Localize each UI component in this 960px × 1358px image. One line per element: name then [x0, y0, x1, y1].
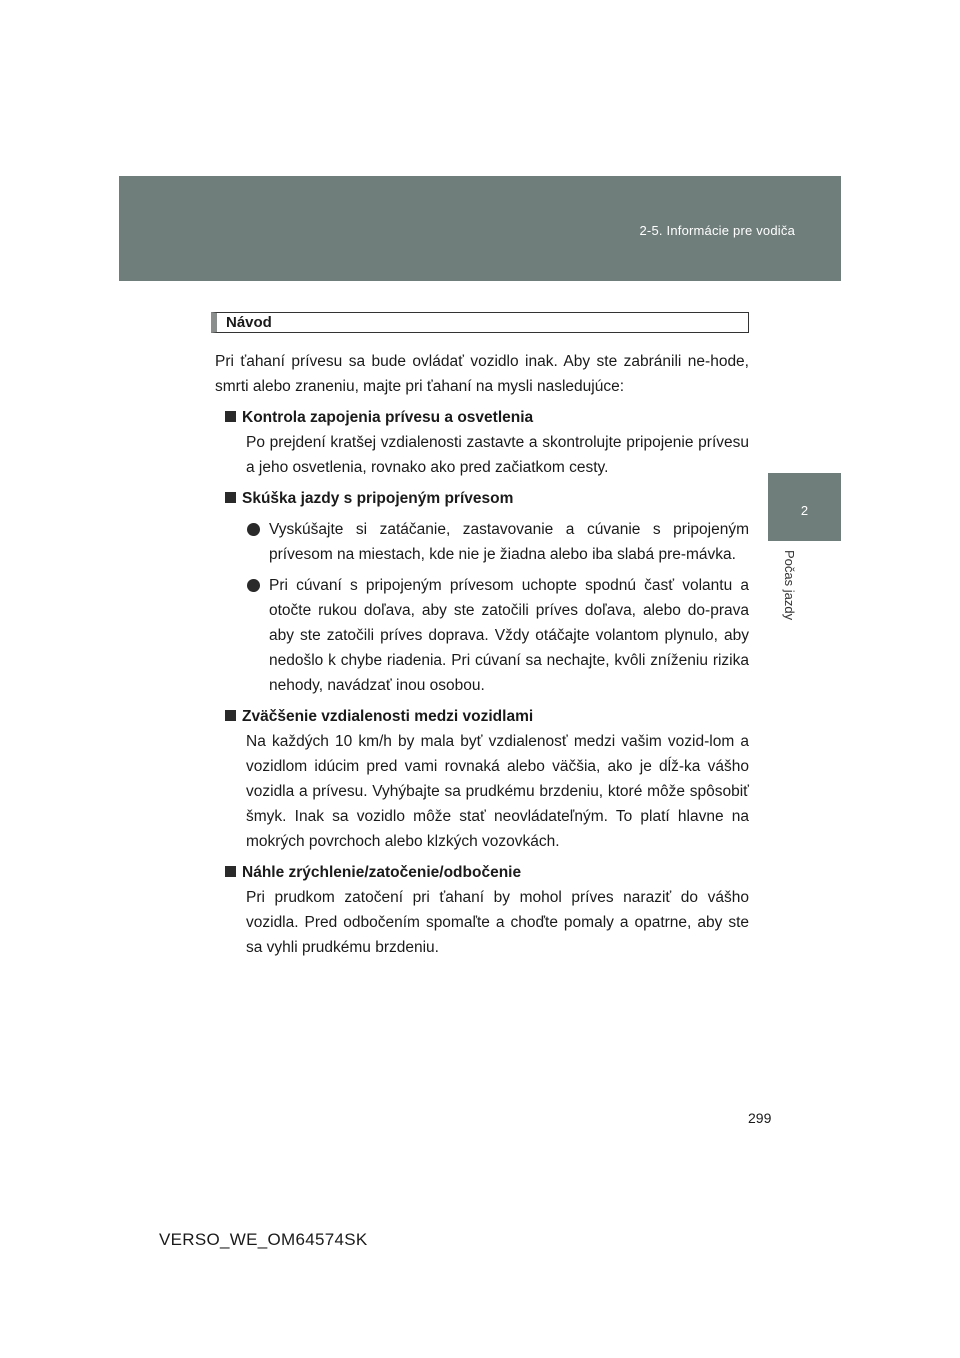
section-title-text: Skúška jazdy s pripojeným prívesom: [242, 490, 514, 507]
square-bullet-icon: [225, 866, 236, 877]
caution-title: Návod: [211, 312, 749, 333]
square-bullet-icon: [225, 710, 236, 721]
section-trailer-connection: [211, 405, 749, 480]
page-number: 299: [748, 1110, 772, 1126]
section-vehicle-distance: [211, 704, 749, 854]
caution-intro: Pri ťahaní prívesu sa bude ovládať vozidlo inak. Aby ste zabránili ne-hode, smrti alebo zraneniu, majte pri ťahaní na mysli nasledujúce:: [215, 353, 749, 395]
list-item-text: Pri cúvaní s pripojeným prívesom uchopte spodnú časť volantu a otočte rukou doľava, aby ste zatočili príves doľava, alebo do-prava aby ste zatočili príves doprava. Vždy otáčajte volantom plynulo, aby nedošlo k chybe riadenia. Pri cúvaní sa nechajte, kvôli zníženiu rizika nehody, navádzať inou osobou.: [269, 577, 749, 694]
square-bullet-icon: [225, 492, 236, 503]
list-item-text: Vyskúšajte si zatáčanie, zastavovanie a cúvanie s pripojeným prívesom na miestach, kde nie je žiadna alebo iba slabá pre-mávka.: [269, 521, 749, 563]
header-section-title: 2-5. Informácie pre vodiča: [639, 223, 795, 238]
chapter-number: 2: [800, 503, 809, 518]
section-title: [211, 860, 749, 885]
list-item: [269, 573, 749, 698]
list-item: [269, 517, 749, 567]
section-title: [211, 704, 749, 729]
round-bullet-icon: [247, 579, 260, 592]
section-sudden-maneuvers: [211, 860, 749, 960]
chapter-label: Počas jazdy: [782, 550, 797, 621]
square-bullet-icon: [225, 411, 236, 422]
section-title-text: Zväčšenie vzdialenosti medzi vozidlami: [242, 708, 534, 725]
section-body: Po prejdení kratšej vzdialenosti zastavte a skontrolujte pripojenie prívesu a jeho osvetlenia, rovnako ako pred začiatkom cesty.: [246, 434, 749, 476]
main-content: [211, 312, 749, 960]
document-code: VERSO_WE_OM64574SK: [159, 1230, 368, 1249]
section-title: [211, 486, 749, 511]
section-body: Pri prudkom zatočení pri ťahaní by mohol príves naraziť do vášho vozidla. Pred odbočením spomaľte a choďte pomaly a opatrne, aby ste sa vyhli prudkému brzdeniu.: [246, 889, 749, 956]
round-bullet-icon: [247, 523, 260, 536]
section-test-drive: [211, 486, 749, 698]
section-title: [211, 405, 749, 430]
chapter-tab: [768, 473, 841, 541]
section-body: Na každých 10 km/h by mala byť vzdialenosť medzi vašim vozid-lom a vozidlom idúcim pred vami rovnaká alebo väčšia, ako je dĺž-ka vášho vozidla a prívesu. Vyhýbajte sa prudkému brzdeniu, ktoré môže spôsobiť šmyk. Inak sa vozidlo môže stať neovládateľným. To platí hlavne na mokrých povrchoch alebo klzkých vozovkách.: [246, 733, 749, 850]
chapter-label-wrap: [772, 550, 812, 640]
section-title-text: Náhle zrýchlenie/zatočenie/odbočenie: [242, 864, 522, 881]
section-title-text: Kontrola zapojenia prívesu a osvetlenia: [242, 409, 534, 426]
header-band: [119, 176, 841, 281]
